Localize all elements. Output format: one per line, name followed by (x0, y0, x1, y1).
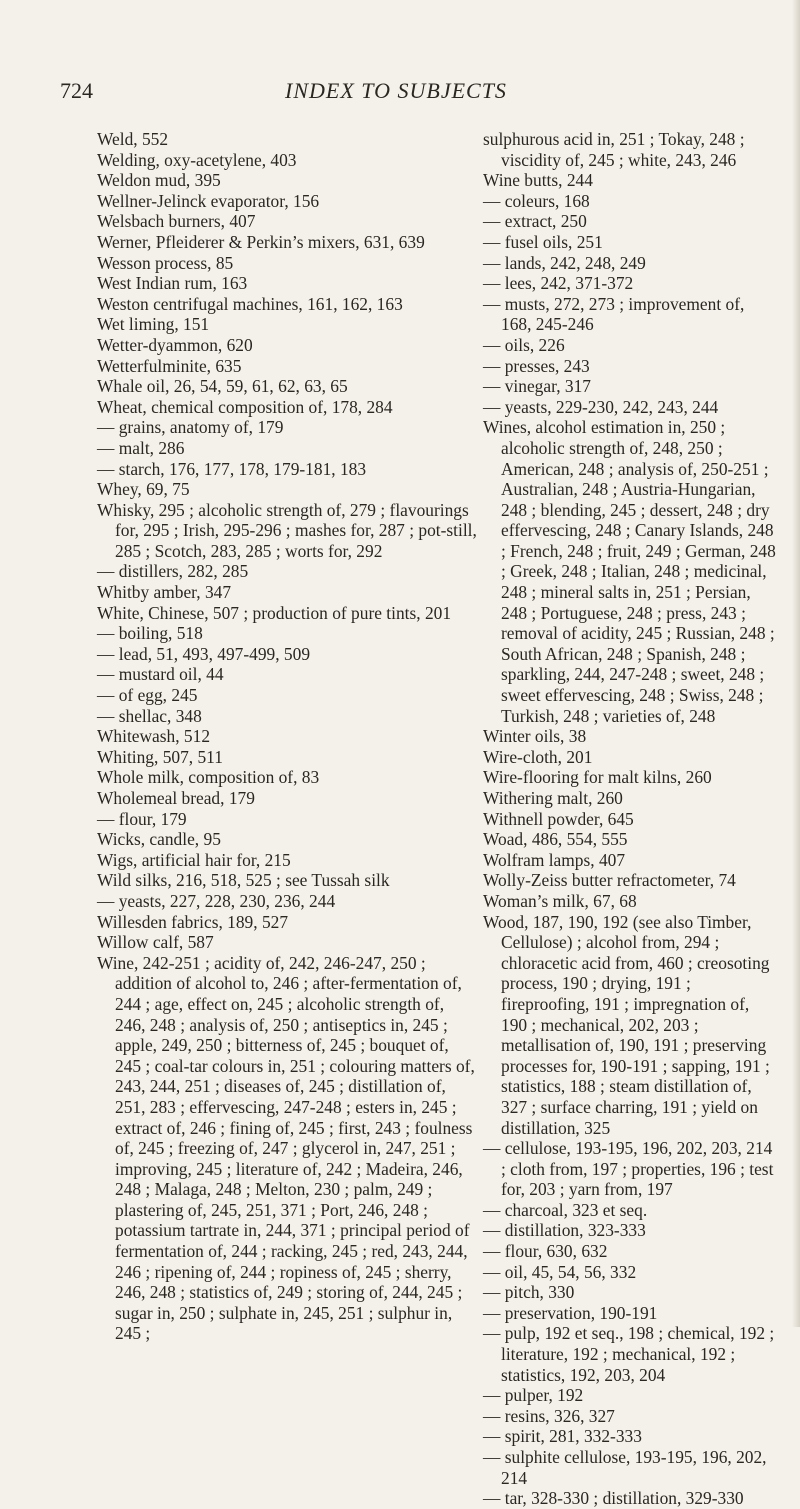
index-entry: Withering malt, 260 (483, 788, 623, 808)
index-entry: — spirit, 281, 332-333 (483, 1426, 642, 1447)
index-entry: — resins, 326, 327 (483, 1405, 615, 1426)
index-entry: Withnell powder, 645 (483, 808, 634, 829)
index-entry: — pulper, 192 (483, 1385, 584, 1406)
index-entry: — distillation, 323-333 (483, 1220, 646, 1241)
index-entry: Wire-flooring for malt kilns, 260 (483, 767, 712, 788)
index-entry: Wines, alcohol estimation in, 250 ; alcoholic strength of, 248, 250 ; American, 248 ; analysis of, 250-251 ; Australian, 248 ; Austria-Hungarian, 248 ; blending, 245 ; dessert, 248 ; dry effervescing, 248 ; Canary Islands, 248 ; French, 248 ; fruit, 249 ; German, 248 ; Greek, 248 ; Italian, 248 ; medicinal, 248 ; mineral salts in, 251 ; Persian, 248 ; Portuguese, 248 ; press, 243 ; removal of acidity, 245 ; Russian, 248 ; South African, 248 ; Spanish, 248 ; sparkling, 244, 247-248 ; sweet, 248 ; sweet effervescing, 248 ; Swiss, 248 ; Turkish, 248 ; varieties of, 248 (483, 417, 776, 726)
index-entry: — lands, 242, 248, 249 (483, 252, 646, 273)
index-entry: Weldon mud, 395 (97, 170, 221, 191)
index-entry: — distillers, 282, 285 (97, 561, 249, 582)
index-entry: — tar, 328-330 ; distillation, 329-330 (483, 1488, 744, 1509)
index-entry: — preservation, 190-191 (483, 1302, 658, 1323)
index-entry: Wigs, artificial hair for, 215 (97, 849, 291, 870)
index-entry: — lees, 242, 371-372 (483, 273, 634, 294)
index-entry: Wetter-dyammon, 620 (97, 334, 253, 355)
index-entry: Wet liming, 151 (97, 314, 210, 335)
index-entry: — flour, 630, 632 (483, 1241, 608, 1262)
index-entry: Whisky, 295 ; alcoholic strength of, 279 ; flavourings for, 295 ; Irish, 295-296 ; mashes for, 287 ; pot-still, 285 ; Scotch, 283, 285 ; worts for, 292 (97, 499, 477, 561)
index-entry: — pulp, 192 et seq., 198 ; chemical, 192 ; literature, 192 ; mechanical, 192 ; statistics, 192, 203, 204 (483, 1323, 775, 1385)
index-entry: — flour, 179 (97, 808, 187, 829)
index-entry: — malt, 286 (97, 437, 185, 458)
index-entry: Werner, Pfleiderer & Perkin’s mixers, 631, 639 (97, 231, 425, 252)
index-entry: Whitewash, 512 (97, 726, 211, 747)
index-entry: Weld, 552 (97, 129, 169, 149)
index-entry: Woad, 486, 554, 555 (483, 829, 628, 850)
index-entry: — cellulose, 193-195, 196, 202, 203, 214 ; cloth from, 197 ; properties, 196 ; test for, 203 ; yarn from, 197 (483, 1138, 774, 1200)
index-entry: — musts, 272, 273 ; improvement of, 168, 245-246 (483, 293, 745, 335)
index-entry: — starch, 176, 177, 178, 179-181, 183 (97, 458, 367, 479)
page-header (0, 74, 800, 114)
index-entry: Wood, 187, 190, 192 (see also Timber, Cellulose) ; alcohol from, 294 ; chloracetic acid from, 460 ; creosoting process, 190 ; drying, 191 ; fireproofing, 191 ; impregnation of, 190 ; mechanical, 202, 203 ; metallisation of, 190, 191 ; preserving processes for, 190-191 ; sapping, 191 ; statistics, 188 ; steam distillation of, 327 ; surface charring, 191 ; yield on distillation, 325 (483, 911, 770, 1138)
index-entry: — of egg, 245 (97, 685, 198, 706)
index-entry: Woman’s milk, 67, 68 (483, 890, 637, 911)
index-entry: — lead, 51, 493, 497-499, 509 (97, 643, 311, 664)
index-entry: — oils, 226 (483, 334, 565, 355)
index-entry: — presses, 243 (483, 355, 590, 376)
index-entry: Wicks, candle, 95 (97, 829, 221, 850)
index-entry: Wine, 242-251 ; acidity of, 242, 246-247, 250 ; addition of alcohol to, 246 ; after-fermentation of, 244 ; age, effect on, 245 ; alcoholic strength of, 246, 248 ; analysis of, 250 ; antiseptics in, 245 ; apple, 249, 250 ; bitterness of, 245 ; bouquet of, 245 ; coal-tar colours in, 251 ; colouring matters of, 243, 244, 251 ; diseases of, 245 ; distillation of, 251, 283 ; effervescing, 247-248 ; esters in, 245 ; extract of, 246 ; fining of, 245 ; first, 243 ; foulness of, 245 ; freezing of, 247 ; glycerol in, 247, 251 ; improving, 245 ; literature of, 242 ; Madeira, 246, 248 ; Malaga, 248 ; Melton, 230 ; palm, 249 ; plastering of, 245, 251, 371 ; Port, 246, 248 ; potassium tartrate in, 244, 371 ; principal period of fermentation of, 244 ; racking, 245 ; red, 243, 244, 246 ; ripening of, 244 ; ropiness of, 245 ; sherry, 246, 248 ; statistics of, 249 ; storing of, 244, 245 ; sugar in, 250 ; sulphate in, 245, 251 ; sulphur in, 245 ; (97, 952, 475, 1344)
index-entry: Wholemeal bread, 179 (97, 788, 255, 808)
left-index-column (97, 129, 477, 1344)
index-entry: Weston centrifugal machines, 161, 162, 163 (97, 293, 403, 314)
index-entry: sulphurous acid in, 251 ; Tokay, 248 ; viscidity of, 245 ; white, 243, 246 (483, 129, 745, 170)
index-entry: — charcoal, 323 et seq. (483, 1199, 648, 1220)
index-entry: — pitch, 330 (483, 1282, 575, 1303)
index-entry: Whey, 69, 75 (97, 479, 190, 500)
index-entry: Wire-cloth, 201 (483, 746, 593, 767)
index-entry: — extract, 250 (483, 211, 587, 232)
index-entry: Whale oil, 26, 54, 59, 61, 62, 63, 65 (97, 376, 348, 397)
index-entry: Wesson process, 85 (97, 252, 234, 273)
index-entry: — fusel oils, 251 (483, 231, 603, 252)
index-entry: Wolly-Zeiss butter refractometer, 74 (483, 870, 736, 891)
index-entry: Wellner-Jelinck evaporator, 156 (97, 190, 320, 211)
index-entry: Winter oils, 38 (483, 726, 587, 747)
index-entry: Willesden fabrics, 189, 527 (97, 911, 289, 932)
index-entry: — mustard oil, 44 (97, 664, 224, 685)
index-entry: Wheat, chemical composition of, 178, 284 (97, 396, 393, 417)
index-entry: Whitby amber, 347 (97, 582, 232, 603)
index-entry: Welding, oxy-acetylene, 403 (97, 149, 297, 170)
index-entry: — sulphite cellulose, 193-195, 196, 202, 214 (483, 1447, 767, 1488)
index-entry: — grains, anatomy of, 179 (97, 417, 284, 438)
index-entry: — boiling, 518 (97, 623, 203, 644)
index-entry: — yeasts, 227, 228, 230, 236, 244 (97, 890, 336, 911)
index-entry: — yeasts, 229-230, 242, 243, 244 (483, 396, 719, 417)
index-entry: Willow calf, 587 (97, 932, 214, 953)
page-number: 724 (60, 78, 93, 103)
index-entry: Whiting, 507, 511 (97, 746, 223, 767)
index-entry: — oil, 45, 54, 56, 332 (483, 1261, 637, 1282)
index-entry: Welsbach burners, 407 (97, 211, 256, 232)
index-entry: Wine butts, 244 (483, 170, 593, 191)
index-entry: — vinegar, 317 (483, 376, 591, 397)
right-index-column (483, 129, 779, 1509)
page-edge (792, 0, 800, 1327)
index-entry: Whole milk, composition of, 83 (97, 767, 320, 788)
index-entry: Wetterfulminite, 635 (97, 355, 242, 376)
index-entry: — shellac, 348 (97, 705, 202, 726)
index-entry: Wild silks, 216, 518, 525 ; see Tussah silk (97, 870, 390, 891)
index-entry: West Indian rum, 163 (97, 273, 248, 294)
running-head: INDEX TO SUBJECTS (285, 78, 507, 103)
index-entry: — coleurs, 168 (483, 190, 590, 211)
index-entry: Wolfram lamps, 407 (483, 849, 626, 870)
index-entry: White, Chinese, 507 ; production of pure tints, 201 (97, 602, 452, 623)
